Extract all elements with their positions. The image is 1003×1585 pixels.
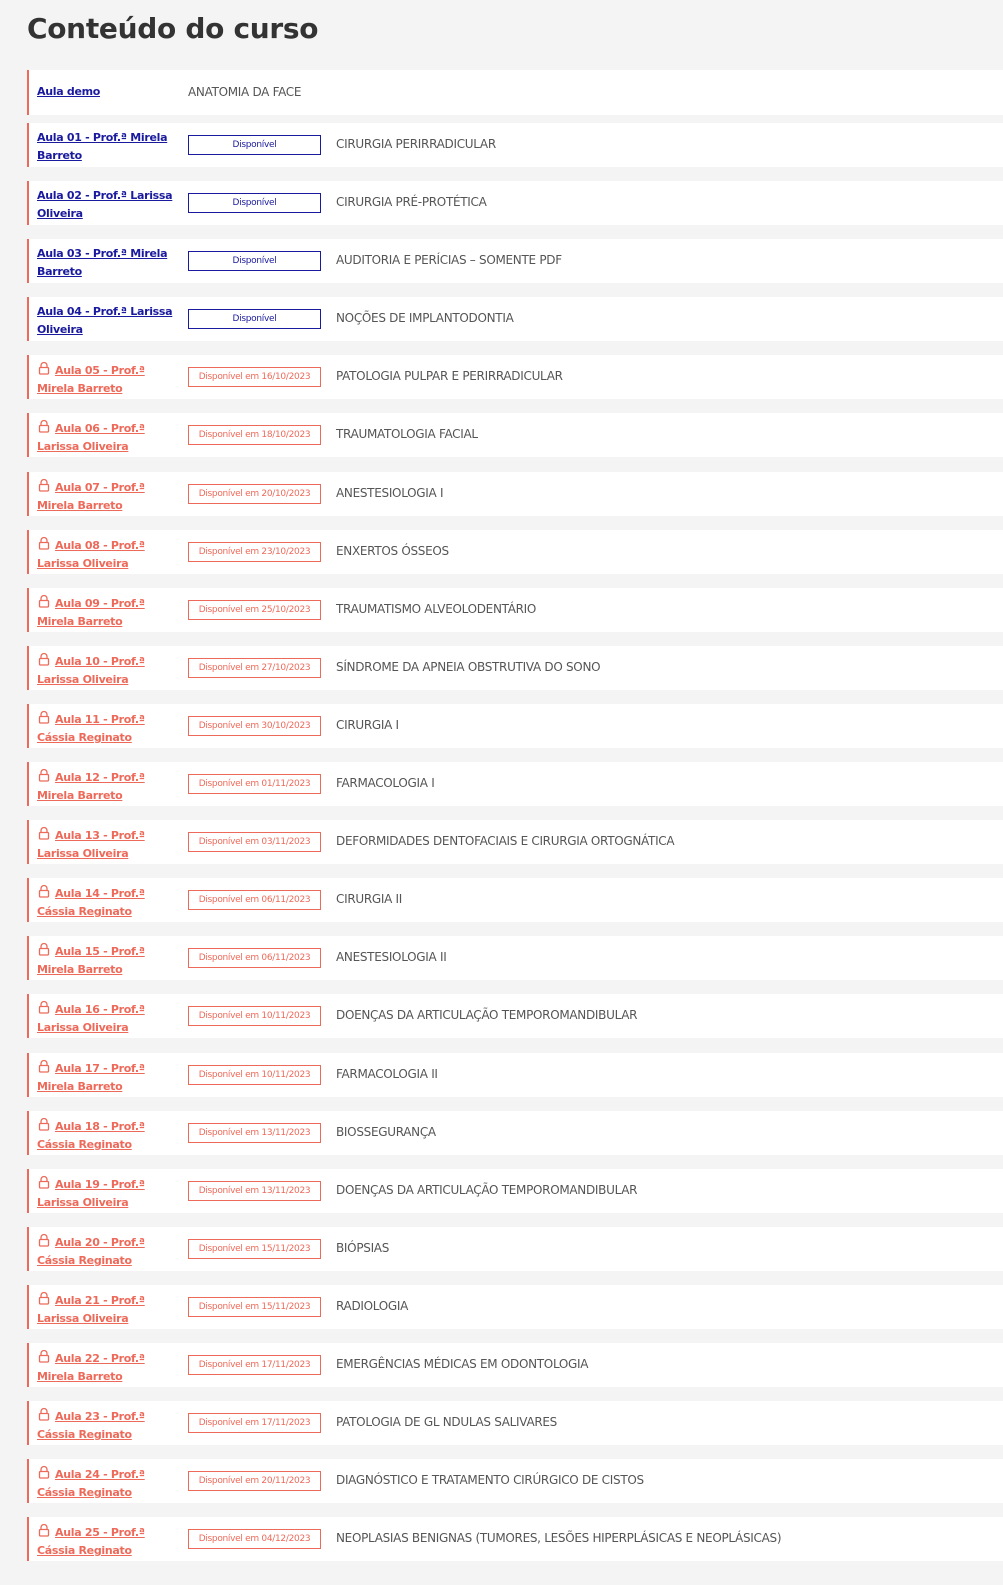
lock-icon xyxy=(37,652,51,666)
availability-badge: Disponível xyxy=(188,135,321,155)
lesson-link[interactable] xyxy=(37,1000,182,1037)
lock-icon xyxy=(37,478,51,492)
lesson-topic: DIAGNÓSTICO E TRATAMENTO CIRÚRGICO DE CISTOS xyxy=(336,1473,644,1488)
availability-badge: Disponível em 04/12/2023 xyxy=(188,1529,321,1549)
lock-icon xyxy=(37,1291,51,1305)
lesson-row xyxy=(27,936,1003,980)
lesson-label: Aula 06 - Prof.ª Larissa Oliveira xyxy=(37,422,145,454)
lesson-label: Aula 19 - Prof.ª Larissa Oliveira xyxy=(37,1177,145,1209)
lesson-row xyxy=(27,878,1003,922)
lock-icon xyxy=(37,594,51,608)
lesson-link[interactable] xyxy=(37,710,182,747)
lesson-topic: DOENÇAS DA ARTICULAÇÃO TEMPOROMANDIBULAR xyxy=(336,1008,638,1023)
lesson-topic: NOÇÕES DE IMPLANTODONTIA xyxy=(336,311,514,326)
lesson-label: Aula 08 - Prof.ª Larissa Oliveira xyxy=(37,538,145,570)
lesson-topic: BIOSSEGURANÇA xyxy=(336,1124,436,1139)
lesson-label: Aula 18 - Prof.ª Cássia Reginato xyxy=(37,1119,145,1151)
availability-badge: Disponível em 01/11/2023 xyxy=(188,774,321,794)
lock-icon xyxy=(37,1059,51,1073)
lesson-link[interactable] xyxy=(37,942,182,979)
lesson-topic: NEOPLASIAS BENIGNAS (TUMORES, LESÕES HIPERPLÁSICAS E NEOPLÁSICAS) xyxy=(336,1531,782,1546)
lock-icon xyxy=(37,884,51,898)
availability-badge: Disponível em 13/11/2023 xyxy=(188,1123,321,1143)
lesson-row xyxy=(27,762,1003,806)
lesson-label: Aula 25 - Prof.ª Cássia Reginato xyxy=(37,1526,145,1558)
lock-icon xyxy=(37,1465,51,1479)
lesson-label: Aula 10 - Prof.ª Larissa Oliveira xyxy=(37,654,145,686)
lesson-label: Aula 12 - Prof.ª Mirela Barreto xyxy=(37,771,145,803)
lesson-row xyxy=(27,646,1003,690)
lesson-label: Aula 14 - Prof.ª Cássia Reginato xyxy=(37,887,145,919)
lock-icon xyxy=(37,826,51,840)
lock-icon xyxy=(37,942,51,956)
lesson-label: Aula 05 - Prof.ª Mirela Barreto xyxy=(37,364,145,396)
lock-icon xyxy=(37,1349,51,1363)
lesson-label: Aula 13 - Prof.ª Larissa Oliveira xyxy=(37,829,145,861)
lesson-row xyxy=(27,1285,1003,1329)
availability-badge: Disponível em 13/11/2023 xyxy=(188,1181,321,1201)
lesson-label: Aula 11 - Prof.ª Cássia Reginato xyxy=(37,712,145,744)
lock-icon xyxy=(37,1117,51,1131)
lesson-row xyxy=(27,1111,1003,1155)
lesson-link[interactable] xyxy=(37,884,182,921)
lock-icon xyxy=(37,361,51,375)
availability-badge: Disponível xyxy=(188,309,321,329)
lesson-link[interactable] xyxy=(37,1233,182,1270)
lesson-row xyxy=(27,1401,1003,1445)
availability-badge: Disponível em 25/10/2023 xyxy=(188,600,321,620)
lesson-topic: DOENÇAS DA ARTICULAÇÃO TEMPOROMANDIBULAR xyxy=(336,1182,638,1197)
lock-icon xyxy=(37,1000,51,1014)
lesson-label: Aula 22 - Prof.ª Mirela Barreto xyxy=(37,1351,145,1383)
lesson-row xyxy=(27,704,1003,748)
availability-badge: Disponível em 06/11/2023 xyxy=(188,948,321,968)
lesson-topic: BIÓPSIAS xyxy=(336,1240,390,1255)
lock-icon xyxy=(37,536,51,550)
lesson-label: Aula 07 - Prof.ª Mirela Barreto xyxy=(37,480,145,512)
lesson-link[interactable] xyxy=(37,1407,182,1444)
lock-icon xyxy=(37,1233,51,1247)
lesson-link[interactable] xyxy=(37,826,182,863)
lesson-label: Aula 09 - Prof.ª Mirela Barreto xyxy=(37,596,145,628)
lesson-link[interactable] xyxy=(37,129,182,165)
lesson-link[interactable] xyxy=(37,303,182,339)
lesson-row xyxy=(27,588,1003,632)
lesson-row xyxy=(27,1227,1003,1271)
lesson-link[interactable] xyxy=(37,1523,182,1560)
lesson-label: Aula 20 - Prof.ª Cássia Reginato xyxy=(37,1235,145,1267)
lesson-link[interactable] xyxy=(37,361,182,398)
lesson-link[interactable] xyxy=(37,83,182,101)
availability-badge: Disponível em 27/10/2023 xyxy=(188,658,321,678)
lesson-topic: RADIOLOGIA xyxy=(336,1298,409,1313)
lesson-topic: ANESTESIOLOGIA I xyxy=(336,485,444,500)
lesson-list xyxy=(27,70,1003,1575)
lesson-row xyxy=(27,239,1003,283)
lesson-link[interactable] xyxy=(37,768,182,805)
lesson-link[interactable] xyxy=(37,652,182,689)
availability-badge: Disponível em 17/11/2023 xyxy=(188,1413,321,1433)
lesson-link[interactable] xyxy=(37,594,182,631)
lock-icon xyxy=(37,419,51,433)
lesson-topic: FARMACOLOGIA I xyxy=(336,776,435,791)
availability-badge: Disponível em 17/11/2023 xyxy=(188,1355,321,1375)
lesson-topic: ENXERTOS ÓSSEOS xyxy=(336,543,449,558)
lesson-label: Aula 15 - Prof.ª Mirela Barreto xyxy=(37,945,145,977)
lesson-row xyxy=(27,297,1003,341)
lesson-link[interactable] xyxy=(37,536,182,573)
availability-badge: Disponível em 10/11/2023 xyxy=(188,1065,321,1085)
lesson-link[interactable] xyxy=(37,1349,182,1386)
lock-icon xyxy=(37,1407,51,1421)
lesson-row xyxy=(27,1517,1003,1561)
availability-badge: Disponível em 15/11/2023 xyxy=(188,1239,321,1259)
lesson-row xyxy=(27,1053,1003,1097)
lock-icon xyxy=(37,710,51,724)
lesson-link[interactable] xyxy=(37,1465,182,1502)
lesson-label: Aula 23 - Prof.ª Cássia Reginato xyxy=(37,1410,145,1442)
lesson-link[interactable] xyxy=(37,1117,182,1154)
lesson-label: Aula 03 - Prof.ª Mirela Barreto xyxy=(37,247,168,279)
availability-badge: Disponível em 30/10/2023 xyxy=(188,716,321,736)
lesson-link[interactable] xyxy=(37,187,182,223)
lesson-row xyxy=(27,472,1003,516)
lesson-link[interactable] xyxy=(37,478,182,515)
lesson-label: Aula 16 - Prof.ª Larissa Oliveira xyxy=(37,1003,145,1035)
lesson-label: Aula 17 - Prof.ª Mirela Barreto xyxy=(37,1061,145,1093)
lesson-topic: DEFORMIDADES DENTOFACIAIS E CIRURGIA ORTOGNÁTICA xyxy=(336,834,675,849)
lesson-label: Aula 04 - Prof.ª Larissa Oliveira xyxy=(37,305,173,337)
lesson-label: Aula demo xyxy=(37,85,101,98)
lesson-link[interactable] xyxy=(37,1059,182,1096)
lesson-row xyxy=(27,70,1003,115)
availability-badge: Disponível em 20/11/2023 xyxy=(188,1471,321,1491)
lesson-topic: TRAUMATOLOGIA FACIAL xyxy=(336,427,478,442)
lesson-topic: PATOLOGIA PULPAR E PERIRRADICULAR xyxy=(336,369,563,384)
lesson-topic: AUDITORIA E PERÍCIAS – SOMENTE PDF xyxy=(336,253,562,268)
lesson-row xyxy=(27,1169,1003,1213)
availability-badge: Disponível em 16/10/2023 xyxy=(188,367,321,387)
availability-badge: Disponível em 06/11/2023 xyxy=(188,890,321,910)
lesson-label: Aula 24 - Prof.ª Cássia Reginato xyxy=(37,1468,145,1500)
availability-badge: Disponível em 10/11/2023 xyxy=(188,1006,321,1026)
lesson-topic: ANATOMIA DA FACE xyxy=(188,85,302,99)
lesson-row xyxy=(27,1343,1003,1387)
availability-badge: Disponível em 23/10/2023 xyxy=(188,542,321,562)
availability-badge: Disponível em 15/11/2023 xyxy=(188,1297,321,1317)
lesson-row xyxy=(27,181,1003,225)
lesson-row xyxy=(27,413,1003,457)
lesson-topic: PATOLOGIA DE GL NDULAS SALIVARES xyxy=(336,1415,557,1430)
lesson-link[interactable] xyxy=(37,419,182,456)
lesson-link[interactable] xyxy=(37,1175,182,1212)
availability-badge: Disponível em 18/10/2023 xyxy=(188,425,321,445)
lesson-link[interactable] xyxy=(37,1291,182,1328)
lesson-link[interactable] xyxy=(37,245,182,281)
availability-badge: Disponível em 20/10/2023 xyxy=(188,484,321,504)
availability-badge: Disponível xyxy=(188,193,321,213)
lesson-row xyxy=(27,530,1003,574)
lesson-row xyxy=(27,820,1003,864)
availability-badge: Disponível em 03/11/2023 xyxy=(188,832,321,852)
lesson-row xyxy=(27,1459,1003,1503)
lesson-topic: CIRURGIA I xyxy=(336,717,399,732)
lesson-topic: EMERGÊNCIAS MÉDICAS EM ODONTOLOGIA xyxy=(336,1356,589,1371)
lesson-topic: CIRURGIA II xyxy=(336,892,403,907)
lesson-row xyxy=(27,994,1003,1038)
lock-icon xyxy=(37,1523,51,1537)
lesson-row xyxy=(27,123,1003,167)
lesson-row xyxy=(27,355,1003,399)
availability-badge: Disponível xyxy=(188,251,321,271)
lesson-topic: ANESTESIOLOGIA II xyxy=(336,950,447,965)
lesson-topic: SÍNDROME DA APNEIA OBSTRUTIVA DO SONO xyxy=(336,659,601,674)
lesson-label: Aula 02 - Prof.ª Larissa Oliveira xyxy=(37,189,173,221)
lesson-topic: CIRURGIA PERIRRADICULAR xyxy=(336,137,496,151)
lesson-topic: FARMACOLOGIA II xyxy=(336,1066,438,1081)
lesson-topic: CIRURGIA PRÉ-PROTÉTICA xyxy=(336,195,487,210)
lesson-label: Aula 01 - Prof.ª Mirela Barreto xyxy=(37,131,168,162)
lock-icon xyxy=(37,1175,51,1189)
lock-icon xyxy=(37,768,51,782)
page-title: Conteúdo do curso xyxy=(27,12,319,45)
lesson-topic: TRAUMATISMO ALVEOLODENTÁRIO xyxy=(336,601,537,616)
lesson-label: Aula 21 - Prof.ª Larissa Oliveira xyxy=(37,1293,145,1325)
